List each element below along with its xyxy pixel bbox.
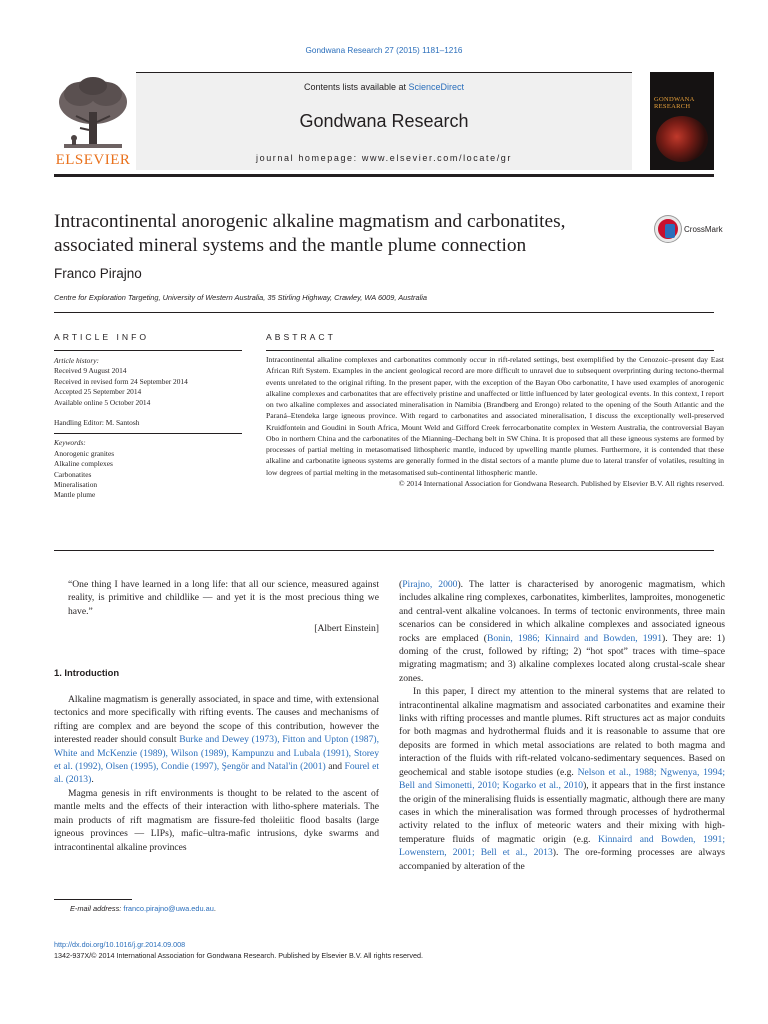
abstract-copyright: © 2014 International Association for Gondwana Research. Published by Elsevier B.V. All rights reserved.	[398, 478, 724, 488]
crossmark-label: CrossMark	[684, 225, 723, 234]
citation-link[interactable]: Pirajno, 2000	[402, 579, 458, 590]
body-column-left	[54, 578, 379, 854]
handling-editor: Handling Editor: M. Santosh	[54, 418, 140, 428]
article-info-heading: ARTICLE INFO	[54, 332, 150, 342]
article-info	[54, 356, 242, 501]
cover-image	[656, 116, 708, 162]
journal-citation[interactable]: Gondwana Research 27 (2015) 1181–1216	[305, 46, 463, 55]
header-divider	[54, 174, 714, 177]
keyword-item: Mineralisation	[54, 480, 98, 490]
divider	[54, 433, 242, 434]
publisher-logo-text: ELSEVIER	[55, 152, 131, 168]
paragraph-text: and	[325, 761, 345, 773]
divider	[54, 312, 714, 313]
keyword-item: Alkaline complexes	[54, 459, 113, 469]
cover-title: GONDWANA RESEARCH	[654, 96, 695, 110]
keywords-label: Keywords:	[54, 438, 86, 448]
abstract-body	[266, 354, 724, 489]
paragraph-text: (	[399, 579, 403, 590]
crossmark-icon	[655, 216, 681, 242]
body-column-right	[399, 578, 725, 873]
email-end: .	[213, 904, 216, 913]
section-heading-introduction: 1. Introduction	[54, 666, 120, 678]
citation-link[interactable]: Bonin, 1986; Kinnaird and Bowden, 1991	[486, 632, 662, 644]
abstract-text: Intracontinental alkaline complexes and carbonatites commonly occur in rift-related settings, best exemplified by the Cenozoic–present day East African Rift System. Examples in the ancient geological record are more difficult to unravel due to subsequent overprinting during tectono-thermal events unrelated to the original rifting. In the present paper, with the exception of the Bayan Obo carbonatite, I have used examples of anorogenic alkaline complexes and carbonatites that are effectively pristine and unaffected or little influenced by later geological events. In this context, I report on two alkaline complexes and associated mineralisation in Namibia (Brandberg and Erongo) related to the opening of the South Atlantic and the Paraná–Etendeka large igneous province. With regard to carbonatites and associated mineralisation, I discuss the exceptionally well-preserved Kruidfontein and Goudini in South Africa, Mount Weld and Gifford Creek ferrocarbonatite complex in Western Australia, the controversial Bayan Obo in northern China and the carbonatites of the Mianning–Dechang belt in SW China. It is proposed that all these igneous systems are formed by processes of partial melting in metasomatised lithospheric mantle, induced by upwelling mantle plumes. Furthermore, it is contended that these alkaline and carbonatite igneous systems are generally formed in the distal sectors of a mantle plume due to lateral transfer of volatiles, resulting in low degrees of partial melting in the metasomatised sub-continental lithospheric mantle.	[266, 355, 724, 477]
paragraph: Magma genesis in rift environments is thought to be related to the ascent of mantle melts and the effects of their interaction with litho-sphere materials. The main products of rift magmatism are fissure-fed tholeiitic flood basalts (large igneous provinces — LIPs), mafic–ultra-mafic intrusions, dyke swarms and intracontinental alkaline provinces	[54, 787, 379, 853]
author-email-footnote	[70, 904, 216, 913]
abstract-heading: ABSTRACT	[266, 332, 336, 342]
history-item: Received in revised form 24 September 2014	[54, 376, 188, 386]
article-title: Intracontinental anorogenic alkaline magmatism and carbonatites, associated mineral systems and the mantle plume connection	[54, 211, 566, 256]
issn-copyright: 1342-937X/© 2014 International Association for Gondwana Research. Published by Elsevier B.V. All rights reserved.	[54, 951, 424, 960]
sciencedirect-link[interactable]: ScienceDirect	[408, 82, 465, 92]
paragraph-text: ), it appears that in the first instance the origin of the mineralising fluids is essentially magmatic, although there are many cases in which the mineralisation was formed through processes of hydrothermal activity related to the influx of meteoric waters and their mixing with high-temperature fluids of magmatic origin (e.g.	[399, 780, 725, 845]
paragraph-text: ). They are: 1) doming of the crust, followed by rifting; 2) “hot spot” traces with time–space migrating magmatism; and 3) alkaline complexes located along crustal-scale shear zones.	[399, 632, 725, 684]
epigraph-attribution: [Albert Einstein]	[314, 623, 379, 635]
keyword-item: Carbonatites	[54, 469, 92, 479]
contents-prefix: Contents lists available at	[303, 82, 409, 92]
history-item: Received 9 August 2014	[54, 366, 127, 376]
doi-link[interactable]: http://dx.doi.org/10.1016/j.gr.2014.09.008	[54, 940, 186, 949]
paragraph	[399, 685, 725, 873]
paragraph-text: ). The latter is characterised by anorogenic magmatism, which includes alkaline ring complexes, carbonatites, kimberlites, lamproites, monogenetic and central-vent alkaline volcanoes. In terms of tectonic environments, three main scenarios can be considered in which alkaline complexes and associated igneous rocks are emplaced (	[399, 579, 725, 644]
divider	[54, 550, 714, 551]
history-item: Accepted 25 September 2014	[54, 387, 142, 397]
paragraph-text: Alkaline magmatism is generally associated, in space and time, with extensional tectonics and more specifically with rifting events. The causes and mechanisms of rifting are complex and are beyond the scope of this contribution, however the interested reader should consult	[54, 694, 379, 746]
journal-name: Gondwana Research	[299, 111, 469, 131]
history-item: Available online 5 October 2014	[54, 397, 151, 407]
keyword-item: Mantle plume	[54, 490, 96, 500]
citation-link[interactable]: Kinnaird and Bowden, 1991; Lowenstern, 2001; Bell et al., 2013	[399, 833, 725, 859]
author-affiliation: Centre for Exploration Targeting, University of Western Australia, 35 Stirling Highway, Crawley, WA 6009, Australia	[54, 293, 427, 302]
author-name: Franco Pirajno	[54, 266, 142, 281]
paragraph	[399, 578, 725, 685]
paragraph-text: In this paper, I direct my attention to the mineral systems that are related to intracontinental alkaline magmatism and associated carbonatites and examine their links with rifting processes and mantle plumes. Rift structures act as major conduits for both magmas and hydrothermal fluids and it is reasonable to assume that ore deposits are formed in which metal associations are related to both magma and interaction of the fluids with rift-related volcano-sedimentary sequences. Based on geochemical and stable isotope studies (e.g.	[399, 686, 725, 778]
keyword-item: Anorogenic granites	[54, 448, 115, 458]
article-history-label: Article history:	[54, 356, 99, 365]
divider	[54, 350, 242, 351]
tree-icon	[54, 72, 132, 152]
email-link[interactable]: franco.pirajno@uwa.edu.au	[123, 904, 214, 913]
paragraph-text: .	[91, 774, 94, 786]
contents-line	[136, 82, 632, 92]
divider	[266, 350, 714, 351]
journal-header-box	[136, 72, 632, 170]
paragraph	[54, 693, 379, 787]
citation-link[interactable]: Nelson et al., 1988; Ngwenya, 1994; Bell and Simonetti, 2010; Kogarko et al., 2010	[399, 766, 725, 792]
elsevier-tree-logo[interactable]	[54, 72, 132, 170]
paragraph-text: ). The ore-forming processes are always accompanied by alteration of the	[399, 847, 725, 872]
footnote-divider	[54, 899, 132, 900]
citation-link[interactable]: Burke and Dewey (1973), Fitton and Upton (1987), White and McKenzie (1989), Wilson (1989), Kampunzu and Lubala (1991), Storey et al. (1992), Olsen (1995), Condie (1997), Şengör and Natal'in (2001)	[54, 734, 379, 773]
epigraph-quote: “One thing I have learned in a long life: that all our science, measured against reality, is primitive and childlike — and yet it is the most precious thing we have.”	[68, 579, 379, 617]
masthead	[54, 72, 714, 174]
email-label: E-mail address:	[70, 904, 124, 913]
journal-cover-thumbnail[interactable]	[650, 72, 714, 170]
journal-homepage[interactable]: journal homepage: www.elsevier.com/locate/gr	[256, 153, 512, 163]
crossmark-badge[interactable]	[655, 216, 725, 246]
citation-link[interactable]: Fourel et al. (2013)	[54, 761, 380, 786]
